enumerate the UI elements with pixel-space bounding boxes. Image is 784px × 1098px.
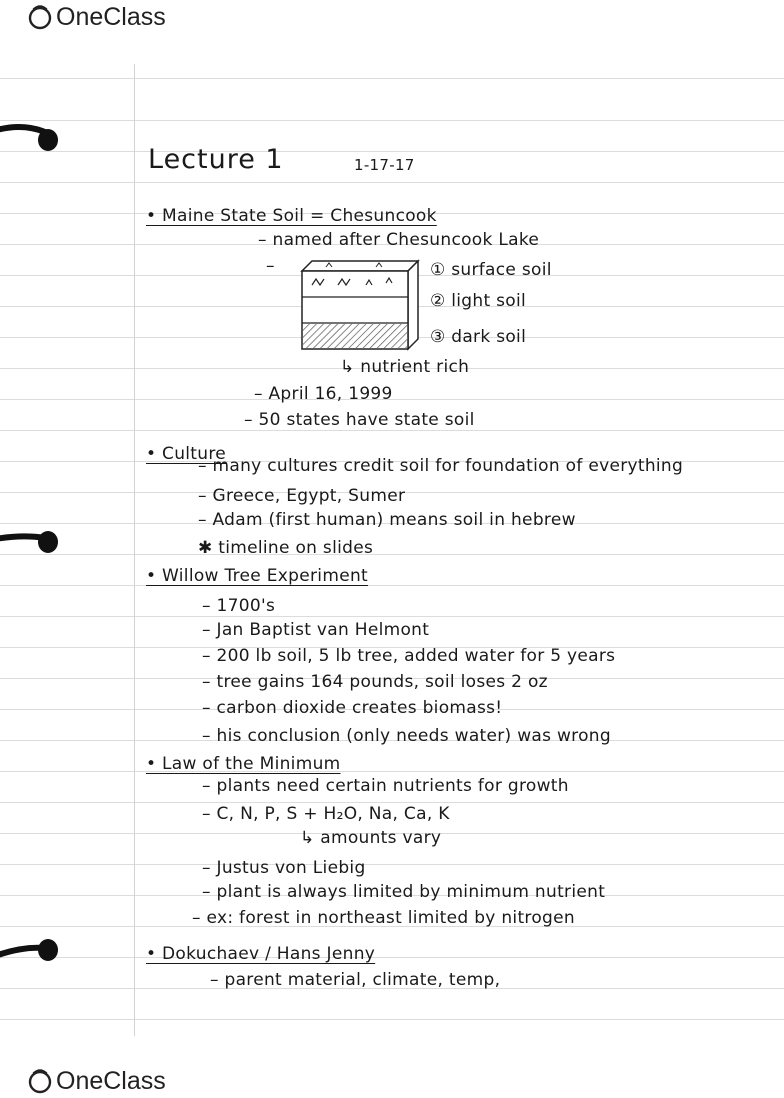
note-line: • Dokuchaev / Hans Jenny bbox=[146, 944, 376, 964]
brand-header bbox=[26, 0, 166, 34]
notebook-page bbox=[0, 64, 784, 1036]
note-line: ③ dark soil bbox=[430, 327, 527, 347]
note-line: ↳ nutrient rich bbox=[340, 357, 470, 377]
note-line: – 1700's bbox=[202, 596, 276, 616]
note-line: ↳ amounts vary bbox=[300, 828, 442, 848]
margin-line bbox=[134, 64, 135, 1036]
note-line: – carbon dioxide creates biomass! bbox=[202, 698, 503, 718]
binder-ring-icon bbox=[0, 934, 66, 968]
note-line: – Justus von Liebig bbox=[202, 858, 366, 878]
brand-name: OneClass bbox=[56, 2, 166, 31]
note-line: – Adam (first human) means soil in hebrew bbox=[198, 510, 576, 530]
note-line: – bbox=[266, 256, 275, 276]
note-line: – plant is always limited by minimum nutrient bbox=[202, 882, 606, 902]
binder-ring-icon bbox=[0, 122, 66, 156]
note-line: – 200 lb soil, 5 lb tree, added water for 5 years bbox=[202, 646, 616, 666]
page-title: Lecture 1 bbox=[148, 144, 284, 175]
note-line: – his conclusion (only needs water) was wrong bbox=[202, 726, 611, 746]
soil-layers-diagram bbox=[296, 259, 426, 354]
note-line: – Greece, Egypt, Sumer bbox=[198, 486, 406, 506]
oneclass-logo-icon bbox=[26, 1067, 54, 1095]
note-line: • Culture bbox=[146, 444, 227, 464]
brand-name: OneClass bbox=[56, 1066, 166, 1095]
note-line: – tree gains 164 pounds, soil loses 2 oz bbox=[202, 672, 548, 692]
note-line: – plants need certain nutrients for growth bbox=[202, 776, 569, 796]
page-date: 1-17-17 bbox=[354, 156, 415, 174]
note-line: – Jan Baptist van Helmont bbox=[202, 620, 430, 640]
note-line: • Willow Tree Experiment bbox=[146, 566, 368, 586]
note-line: – C, N, P, S + H₂O, Na, Ca, K bbox=[202, 804, 450, 824]
note-line: – many cultures credit soil for foundation of everything bbox=[198, 456, 684, 476]
note-line: ① surface soil bbox=[430, 260, 552, 280]
note-line: – 50 states have state soil bbox=[244, 410, 475, 430]
note-line: ② light soil bbox=[430, 291, 527, 311]
note-line: – named after Chesuncook Lake bbox=[258, 230, 540, 250]
note-line: ✱ timeline on slides bbox=[198, 538, 374, 558]
note-line: – April 16, 1999 bbox=[254, 384, 393, 404]
note-line: • Maine State Soil = Chesuncook bbox=[146, 206, 437, 226]
oneclass-logo-icon bbox=[26, 3, 54, 31]
note-line: • Law of the Minimum bbox=[146, 754, 341, 774]
binder-ring-icon bbox=[0, 526, 66, 560]
note-line: – parent material, climate, temp, bbox=[210, 970, 501, 990]
note-line: – ex: forest in northeast limited by nitrogen bbox=[192, 908, 575, 928]
